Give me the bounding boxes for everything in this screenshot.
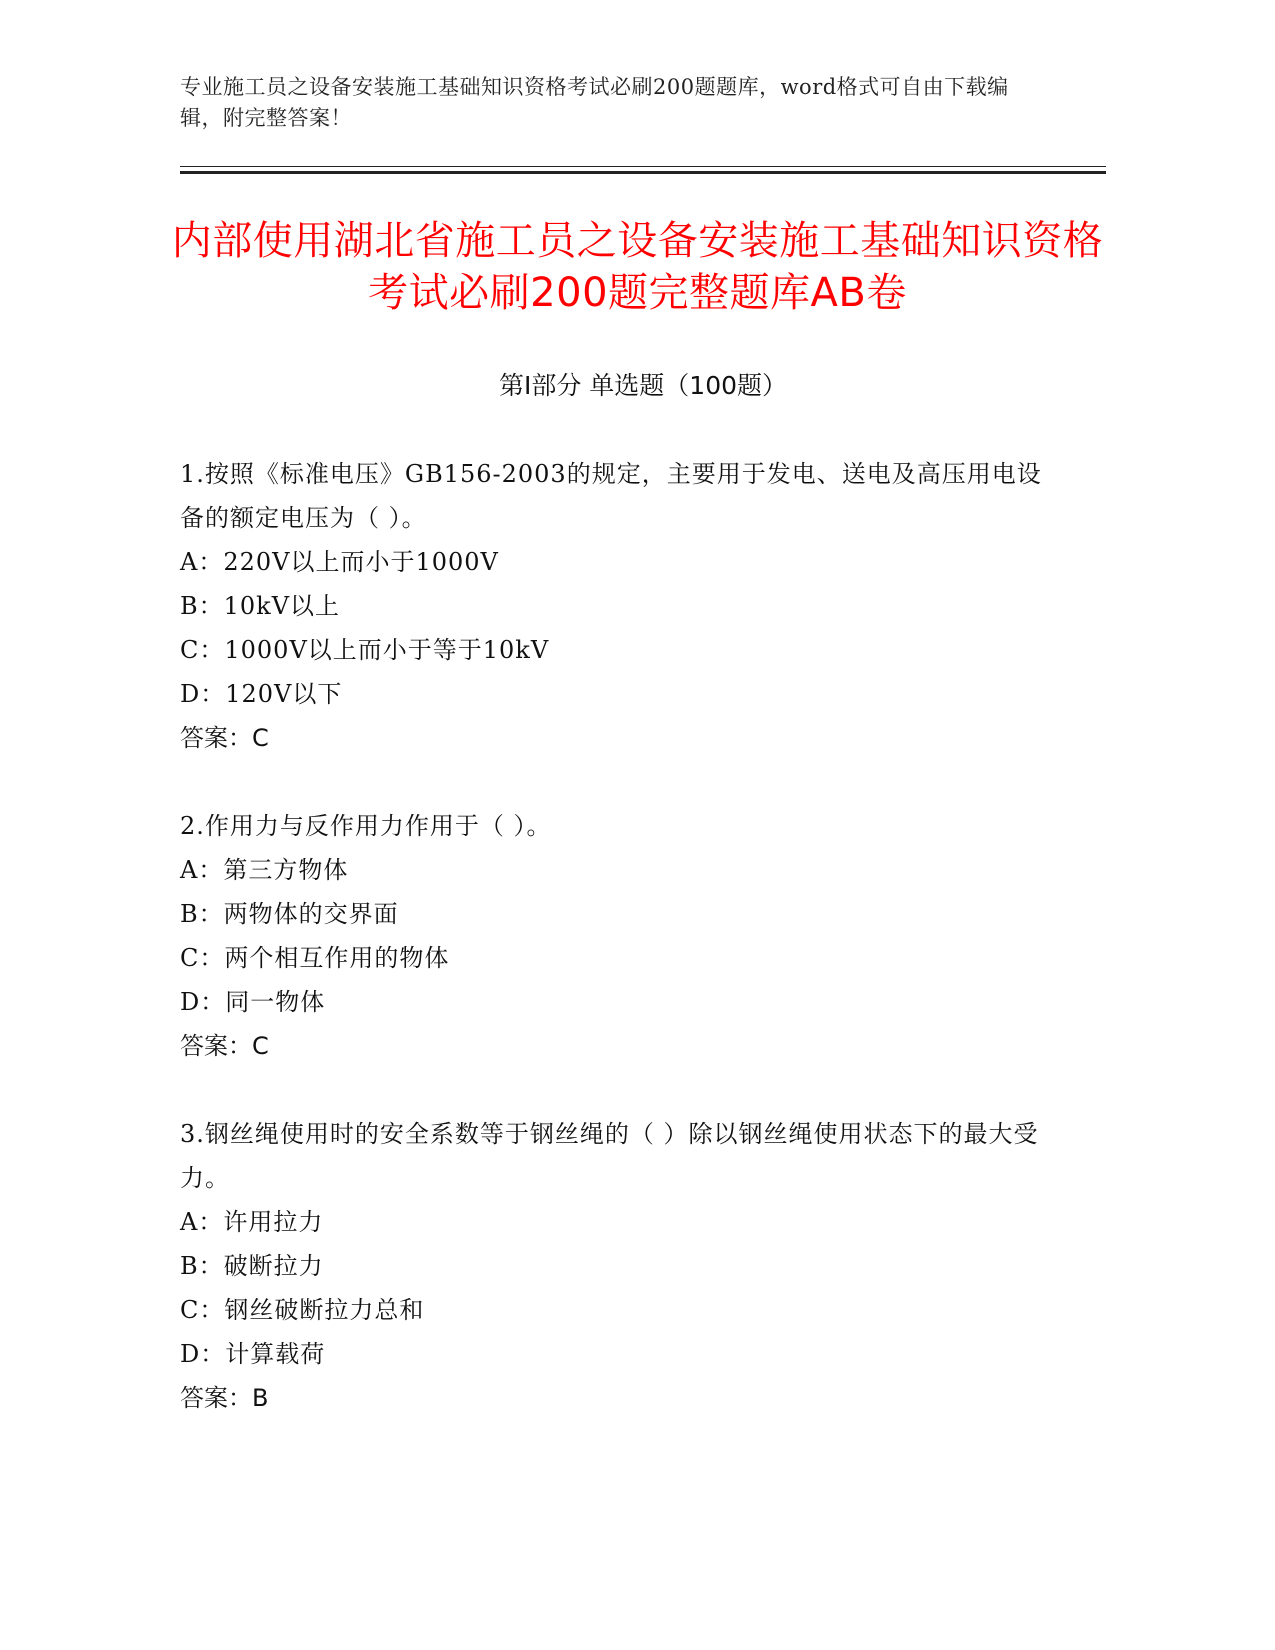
option-d: D：同一物体 [180,988,326,1016]
question-item [180,804,1060,1068]
option-d: D：计算载荷 [180,1340,326,1368]
header-note: 专业施工员之设备安装施工基础知识资格考试必刷200题题库，word格式可自由下载编辑，附完整答案！ [180,75,1009,130]
option-c: C：钢丝破断拉力总和 [180,1296,425,1324]
question-item [180,452,1060,760]
question-text: 1.按照《标准电压》GB156-2003的规定，主要用于发电、送电及高压用电设备的额定电压为（ ）。 [180,460,1042,532]
option-d: D：120V以下 [180,680,343,708]
option-c: C：1000V以上而小于等于10kV [180,636,550,664]
option-b: B：10kV以上 [180,592,341,620]
option-a: A：220V以上而小于1000V [180,548,499,576]
question-text: 2.作用力与反作用力作用于（ ）。 [180,812,552,840]
answer: 答案：B [180,1384,269,1412]
option-a: A：第三方物体 [180,856,349,884]
question-list [180,452,1060,1464]
option-b: B：两物体的交界面 [180,900,399,928]
answer: 答案：C [180,724,269,752]
option-b: B：破断拉力 [180,1252,324,1280]
header-rule-thin [180,166,1106,167]
question-text: 3.钢丝绳使用时的安全系数等于钢丝绳的（ ）除以钢丝绳使用状态下的最大受力。 [180,1120,1039,1192]
option-c: C：两个相互作用的物体 [180,944,450,972]
option-a: A：许用拉力 [180,1208,324,1236]
header-rule-thick [180,171,1106,174]
section-title: 第Ⅰ部分 单选题（100题） [498,371,788,400]
document-title: 内部使用湖北省施工员之设备安装施工基础知识资格考试必刷200题完整题库AB卷 [171,218,1104,316]
question-item [180,1112,1060,1420]
answer: 答案：C [180,1032,269,1060]
